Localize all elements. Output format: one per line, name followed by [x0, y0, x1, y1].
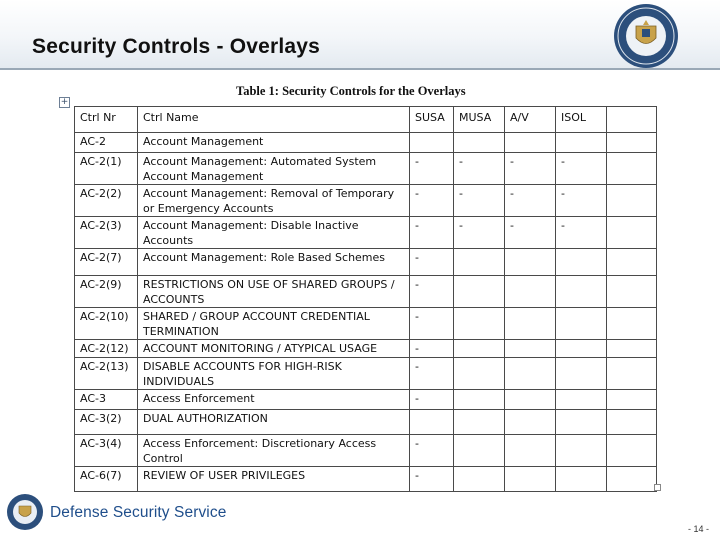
logo-shield	[19, 506, 31, 517]
dss-logo-icon	[6, 493, 44, 531]
table-cell: -	[505, 185, 556, 217]
table-cell: -	[505, 217, 556, 249]
table-cell	[454, 410, 505, 435]
table-cell	[556, 390, 607, 410]
table-cell: Account Management	[138, 133, 410, 153]
table-row	[75, 358, 657, 390]
table-cell	[505, 435, 556, 467]
table-cell: -	[410, 435, 454, 467]
table-cell	[410, 133, 454, 153]
table-cell	[607, 217, 657, 249]
table-cell	[607, 410, 657, 435]
table-cell: AC-2(3)	[75, 217, 138, 249]
table-cell	[505, 340, 556, 358]
table-cell: -	[410, 153, 454, 185]
table-row	[75, 340, 657, 358]
column-header: SUSA	[410, 107, 454, 133]
table-row	[75, 390, 657, 410]
table-cell	[607, 467, 657, 492]
table-cell: DISABLE ACCOUNTS FOR HIGH-RISK INDIVIDUALS	[138, 358, 410, 390]
column-header: ISOL	[556, 107, 607, 133]
table-cell: RESTRICTIONS ON USE OF SHARED GROUPS / ACCOUNTS	[138, 276, 410, 308]
table-cell	[454, 133, 505, 153]
table-cell	[505, 390, 556, 410]
security-controls-table	[74, 106, 657, 492]
table-cell: REVIEW OF USER PRIVILEGES	[138, 467, 410, 492]
table-cell	[556, 340, 607, 358]
table-cell: DUAL AUTHORIZATION	[138, 410, 410, 435]
table-cell: -	[410, 249, 454, 276]
table-cell: Account Management: Role Based Schemes	[138, 249, 410, 276]
table-cell: -	[454, 185, 505, 217]
table-cell	[556, 435, 607, 467]
table-cell: AC-2(9)	[75, 276, 138, 308]
table-cell: AC-2(13)	[75, 358, 138, 390]
table-cell: -	[556, 185, 607, 217]
table-cell	[505, 467, 556, 492]
table-cell: Access Enforcement: Discretionary Access Control	[138, 435, 410, 467]
table-row	[75, 249, 657, 276]
slide-title: Security Controls - Overlays	[32, 35, 321, 58]
table-cell	[556, 410, 607, 435]
table-cell	[454, 390, 505, 410]
table-cell	[454, 435, 505, 467]
table-cell: -	[410, 467, 454, 492]
column-header: Ctrl Name	[138, 107, 410, 133]
table-cell	[505, 276, 556, 308]
table-cell: AC-2(1)	[75, 153, 138, 185]
table-cell	[454, 358, 505, 390]
table-cell	[556, 249, 607, 276]
table-cell: -	[410, 217, 454, 249]
table-row	[75, 308, 657, 340]
table-cell: -	[556, 153, 607, 185]
table-cell: -	[505, 153, 556, 185]
table-cell	[607, 249, 657, 276]
table-cell: SHARED / GROUP ACCOUNT CREDENTIAL TERMINATION	[138, 308, 410, 340]
table-cell	[607, 390, 657, 410]
table-cell: -	[410, 340, 454, 358]
table-cell: Account Management: Disable Inactive Accounts	[138, 217, 410, 249]
column-header: A/V	[505, 107, 556, 133]
table-cell	[556, 308, 607, 340]
table-cell: -	[410, 185, 454, 217]
table-cell	[454, 340, 505, 358]
table-cell: Account Management: Removal of Temporary or Emergency Accounts	[138, 185, 410, 217]
footer-brand: Defense Security Service	[50, 504, 227, 521]
table-cell	[410, 410, 454, 435]
table-cell	[607, 185, 657, 217]
plus-box-icon[interactable]: +	[60, 97, 69, 107]
table-cell	[607, 276, 657, 308]
table-cell	[607, 340, 657, 358]
table-cell	[607, 153, 657, 185]
table-resize-handle[interactable]	[654, 484, 661, 491]
table-cell: AC-3(2)	[75, 410, 138, 435]
table-row	[75, 276, 657, 308]
table-cell	[556, 467, 607, 492]
table-cell: Account Management: Automated System Account Management	[138, 153, 410, 185]
table-cell	[556, 358, 607, 390]
table-row	[75, 467, 657, 492]
table-cell: AC-2(12)	[75, 340, 138, 358]
table-cell	[607, 133, 657, 153]
table-cell	[505, 308, 556, 340]
table-cell	[454, 276, 505, 308]
table-cell: -	[410, 308, 454, 340]
table-cell: ACCOUNT MONITORING / ATYPICAL USAGE	[138, 340, 410, 358]
column-header: MUSA	[454, 107, 505, 133]
table-cell	[556, 276, 607, 308]
table-cell	[607, 358, 657, 390]
column-header	[607, 107, 657, 133]
table-cell	[505, 133, 556, 153]
table-cell	[454, 308, 505, 340]
table-cell: -	[410, 276, 454, 308]
seal-emblem	[642, 29, 650, 37]
table-cell: AC-2(2)	[75, 185, 138, 217]
table-cell	[505, 358, 556, 390]
table-title: Table 1: Security Controls for the Overlays	[236, 84, 466, 98]
table-cell: AC-2(7)	[75, 249, 138, 276]
table-row	[75, 185, 657, 217]
table-cell: AC-3(4)	[75, 435, 138, 467]
table-cell	[556, 133, 607, 153]
table-cell: Access Enforcement	[138, 390, 410, 410]
table-row	[75, 133, 657, 153]
table-cell	[607, 435, 657, 467]
table-cell	[454, 249, 505, 276]
table-row	[75, 217, 657, 249]
table-cell: AC-3	[75, 390, 138, 410]
table-cell: -	[410, 358, 454, 390]
column-header: Ctrl Nr	[75, 107, 138, 133]
page-number: - 14 -	[688, 524, 710, 534]
table-cell	[607, 308, 657, 340]
table-cell: -	[454, 217, 505, 249]
table-cell: AC-2(10)	[75, 308, 138, 340]
table-cell: -	[410, 390, 454, 410]
table-row	[75, 410, 657, 435]
table-cell	[505, 249, 556, 276]
table-cell	[505, 410, 556, 435]
agency-seal-icon	[612, 2, 680, 70]
table-row	[75, 153, 657, 185]
table-cell: -	[454, 153, 505, 185]
table-cell	[454, 467, 505, 492]
table-cell: -	[556, 217, 607, 249]
table-cell: AC-2	[75, 133, 138, 153]
table-cell: AC-6(7)	[75, 467, 138, 492]
table-header-row	[75, 107, 657, 133]
table-row	[75, 435, 657, 467]
